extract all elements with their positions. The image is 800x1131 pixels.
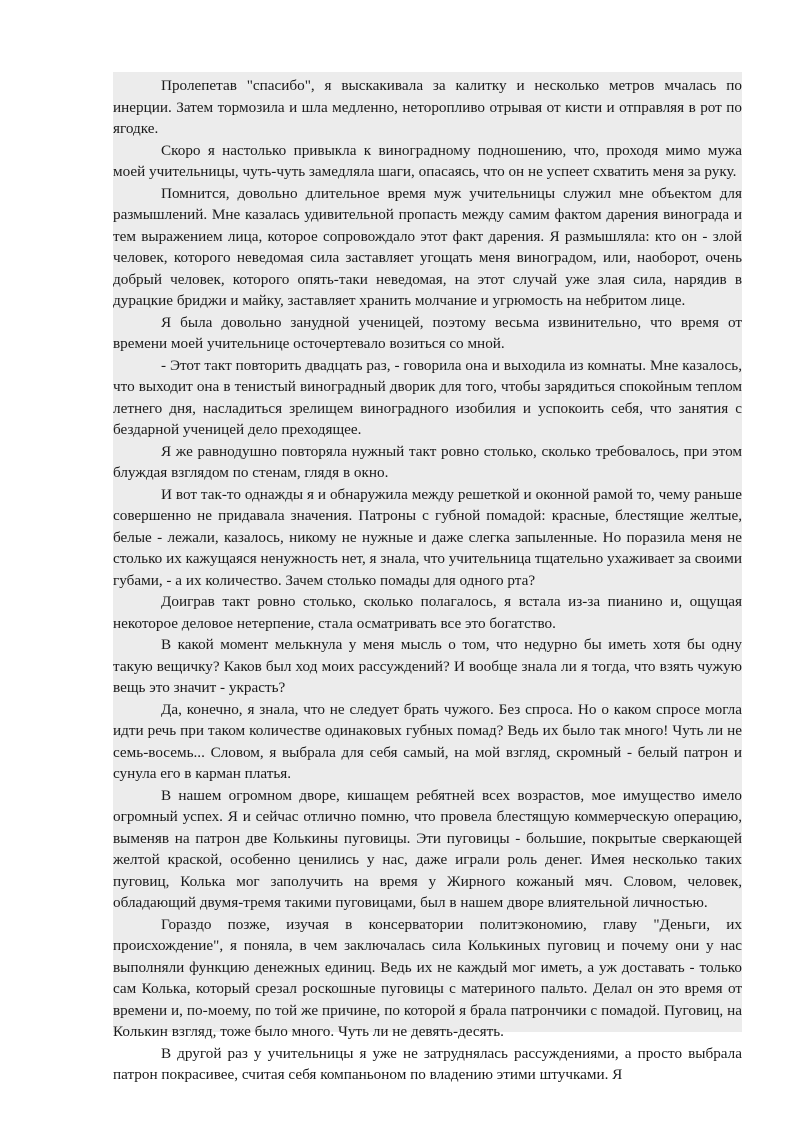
paragraph: Я же равнодушно повторяла нужный такт ровно столько, сколько требовалось, при этом блуждая взглядом по стенам, глядя в окно. <box>113 442 742 481</box>
paragraph: В какой момент мелькнула у меня мысль о том, что недурно бы иметь хотя бы одну такую вещичку? Каков был ход моих рассуждений? И вообще знала ли я тогда, что взять чужую вещь это значит - украсть? <box>113 636 742 696</box>
paragraph: Гораздо позже, изучая в консерватории политэкономию, главу "Деньги, их происхождение", я поняла, в чем заключалась сила Колькиных пуговиц и почему они у нас выполняли функцию денежных единиц. Ведь их не каждый мог иметь, а уж доставать - только сам Колька, который срезал роскошные пуговицы с материного пальто. Делал он это время от времени и, по-моему, по той же причине, по которой я брала патрончики с помадой. Пуговиц, на Колькин взгляд, тоже было много. Чуть ли не девять-десять. <box>113 915 742 1040</box>
paragraph: Доиграв такт ровно столько, сколько полагалось, я встала из-за пианино и, ощущая некоторое деловое нетерпение, стала осматривать все это богатство. <box>113 593 742 632</box>
paragraph: Помнится, довольно длительное время муж учительницы служил мне объектом для размышлений. Мне казалась удивительной пропасть между самим фактом дарения винограда и тем выражением лица, которое сопровождало этот факт дарения. Я размышляла: кто он - злой человек, которого неведомая сила заставляет угощать меня виноградом, или, наоборот, очень добрый человек, которого опять-таки неведомая, на этот случай уже злая сила, нарядив в дурацкие бриджи и майку, заставляет хранить молчание и угрюмость на небритом лице. <box>113 184 742 309</box>
paragraph: В другой раз у учительницы я уже не затруднялась рассуждениями, а просто выбрала патрон покрасивее, считая себя компаньоном по владению этими штучками. Я <box>113 1044 742 1083</box>
document-text <box>113 75 742 1086</box>
paragraph: В нашем огромном дворе, кишащем ребятней всех возрастов, мое имущество имело огромный успех. Я и сейчас отлично помню, что провела блестящую коммерческую операцию, выменяв на патрон две Колькины пуговицы. Эти пуговицы - большие, покрытые сверкающей желтой краской, особенно ценились у нас, даже играли роль денег. Имея несколько таких пуговиц, Колька мог заполучить на время у Жирного кожаный мяч. Словом, человек, обладающий двумя-тремя такими пуговицами, был в нашем дворе влиятельной личностью. <box>113 786 742 911</box>
page-background <box>113 72 743 1083</box>
paragraph: Да, конечно, я знала, что не следует брать чужого. Без спроса. Но о каком спросе могла идти речь при таком количестве одинаковых губных помад? Ведь их было так много! Чуть ли не семь-восемь... Словом, я выбрала для себя самый, на мой взгляд, скромный - белый патрон и сунула его в карман платья. <box>113 700 742 782</box>
paragraph: - Этот такт повторить двадцать раз, - говорила она и выходила из комнаты. Мне казалось, что выходит она в тенистый виноградный дворик для того, чтобы зарядиться спокойным теплом летнего дня, насладиться зрелищем виноградного изобилия и успокоить себя, что занятия с бездарной ученицей дело преходящее. <box>113 356 742 438</box>
paragraph: Я была довольно занудной ученицей, поэтому весьма извинительно, что время от времени моей учительнице осточертевало возиться со мной. <box>113 313 742 352</box>
paragraph: Скоро я настолько привыкла к виноградному подношению, что, проходя мимо мужа моей учительницы, чуть-чуть замедляла шаги, опасаясь, что он не успеет схватить меня за руку. <box>113 141 742 180</box>
paragraph: Пролепетав "спасибо", я выскакивала за калитку и несколько метров мчалась по инерции. Затем тормозила и шла медленно, неторопливо отрывая от кисти и отправляя в рот по ягодке. <box>113 77 742 137</box>
paragraph: И вот так-то однажды я и обнаружила между решеткой и оконной рамой то, чему раньше совершенно не придавала значения. Патроны с губной помадой: красные, блестящие желтые, белые - лежали, казалось, никому не нужные и даже слегка запыленные. Но поразила меня не столько их кажущаяся ненужность нет, я знала, что учительница тщательно ухаживает за своими губами, - а их количество. Зачем столько помады для одного рта? <box>113 485 743 589</box>
